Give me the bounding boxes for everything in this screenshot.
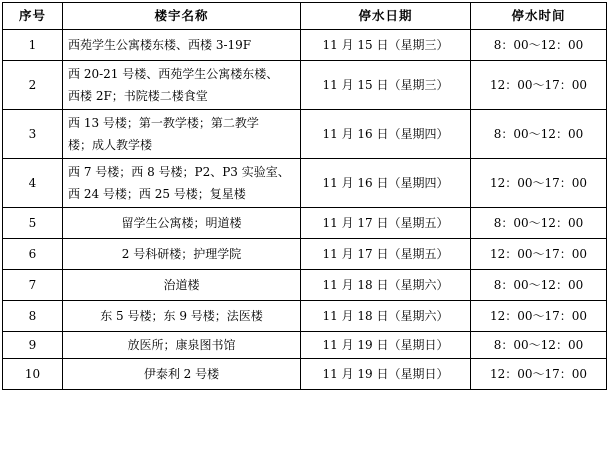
outage-time: 12：00～17：00 [471, 61, 607, 110]
building-line: 西 20-21 号楼、西苑学生公寓楼东楼、 [68, 67, 279, 81]
building-line: 西 7 号楼；西 8 号楼；P2、P3 实验室、 [68, 165, 290, 179]
building-name [63, 208, 301, 239]
building-name [63, 30, 301, 61]
building-line: 西 24 号楼；西 25 号楼；复星楼 [68, 187, 246, 201]
outage-date: 11 月 15 日（星期三） [301, 61, 471, 110]
table-row [3, 159, 607, 208]
building-line: 治道楼 [163, 278, 200, 292]
row-number: 9 [3, 332, 63, 359]
outage-date: 11 月 19 日（星期日） [301, 332, 471, 359]
building-name [63, 110, 301, 159]
outage-date: 11 月 19 日（星期日） [301, 359, 471, 390]
building-line: 2 号科研楼；护理学院 [121, 247, 242, 261]
building-line: 东 5 号楼；东 9 号楼；法医楼 [100, 309, 263, 323]
building-name [63, 159, 301, 208]
table-row [3, 208, 607, 239]
building-line: 西苑学生公寓楼东楼、西楼 3-19F [68, 38, 252, 52]
table-row [3, 61, 607, 110]
row-number: 4 [3, 159, 63, 208]
outage-time: 8：00～12：00 [471, 30, 607, 61]
outage-date: 11 月 16 日（星期四） [301, 159, 471, 208]
row-number: 3 [3, 110, 63, 159]
table-row [3, 359, 607, 390]
building-name [63, 239, 301, 270]
row-number: 6 [3, 239, 63, 270]
outage-date: 11 月 16 日（星期四） [301, 110, 471, 159]
building-line: 放医所；康泉图书馆 [127, 338, 236, 352]
outage-time: 12：00～17：00 [471, 301, 607, 332]
outage-time: 12：00～17：00 [471, 359, 607, 390]
header-date: 停水日期 [301, 3, 471, 30]
building-name [63, 61, 301, 110]
outage-time: 8：00～12：00 [471, 208, 607, 239]
building-name [63, 332, 301, 359]
table-row [3, 301, 607, 332]
row-number: 7 [3, 270, 63, 301]
header-no: 序号 [3, 3, 63, 30]
building-name [63, 301, 301, 332]
table-row [3, 239, 607, 270]
building-line: 伊泰利 2 号楼 [143, 367, 220, 381]
building-line: 西楼 2F；书院楼二楼食堂 [68, 89, 208, 103]
outage-time: 8：00～12：00 [471, 332, 607, 359]
outage-time: 8：00～12：00 [471, 110, 607, 159]
outage-date: 11 月 17 日（星期五） [301, 208, 471, 239]
outage-date: 11 月 17 日（星期五） [301, 239, 471, 270]
row-number: 8 [3, 301, 63, 332]
building-name [63, 270, 301, 301]
building-line: 西 13 号楼；第一教学楼；第二教学 [68, 116, 259, 130]
outage-date: 11 月 18 日（星期六） [301, 270, 471, 301]
outage-date: 11 月 15 日（星期三） [301, 30, 471, 61]
table-row [3, 332, 607, 359]
outage-time: 8：00～12：00 [471, 270, 607, 301]
row-number: 5 [3, 208, 63, 239]
table-row [3, 270, 607, 301]
building-line: 留学生公寓楼；明道楼 [121, 216, 242, 230]
outage-date: 11 月 18 日（星期六） [301, 301, 471, 332]
outage-time: 12：00～17：00 [471, 159, 607, 208]
table-row [3, 110, 607, 159]
header-row [3, 3, 607, 30]
row-number: 1 [3, 30, 63, 61]
row-number: 10 [3, 359, 63, 390]
row-number: 2 [3, 61, 63, 110]
header-building: 楼宇名称 [63, 3, 301, 30]
water-outage-schedule-table [2, 2, 607, 390]
building-name [63, 359, 301, 390]
header-time: 停水时间 [471, 3, 607, 30]
table-row [3, 30, 607, 61]
outage-time: 12：00～17：00 [471, 239, 607, 270]
building-line: 楼；成人教学楼 [68, 138, 153, 152]
